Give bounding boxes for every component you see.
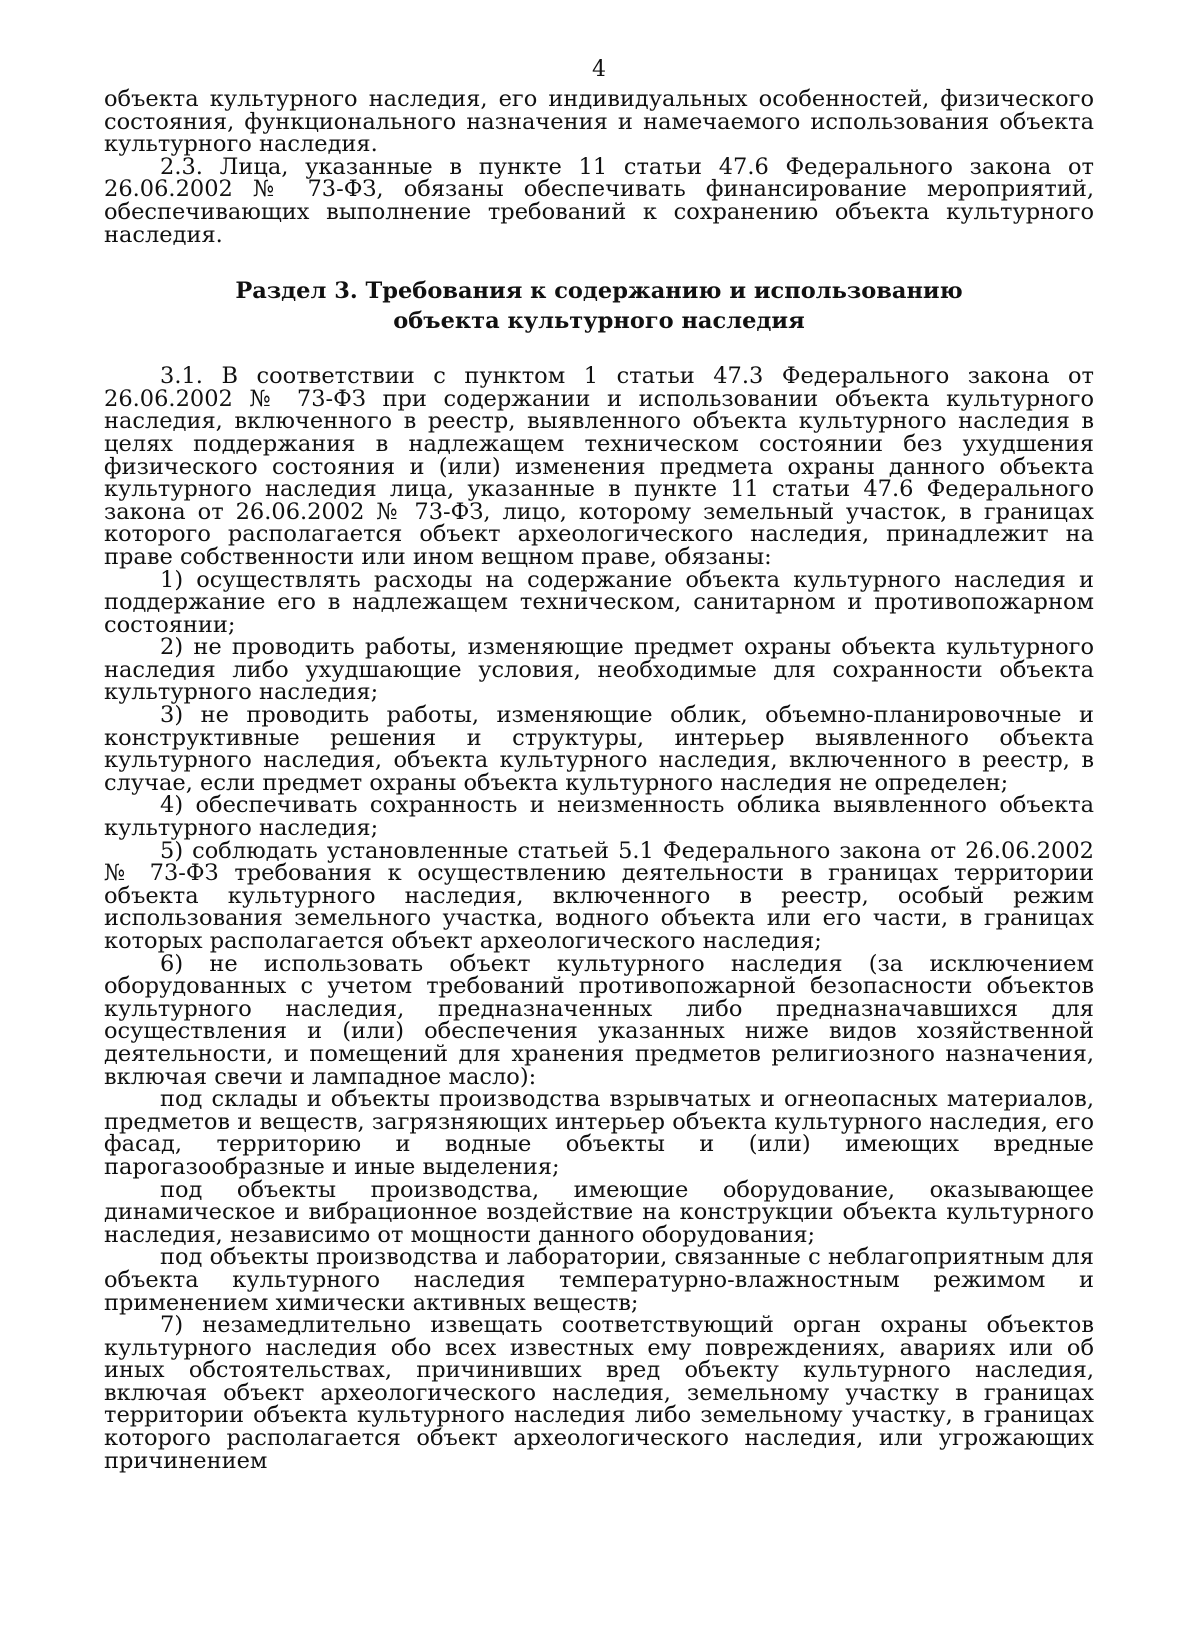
document-page	[104, 56, 1094, 1472]
intro-paragraphs	[104, 88, 1094, 246]
sub-list-item: под склады и объекты производства взрывчатых и огнеопасных материалов, предметов и веществ, загрязняющих интерьер объекта культурного наследия, его фасад, территорию и водные объекты и (или) имеющих вредные парогазообразные и иные выделения;	[104, 1086, 1094, 1180]
sub-list-item: под объекты производства и лаборатории, связанные с неблагоприятным для объекта культурного наследия температурно-влажностным режимом и применением химически активных веществ;	[104, 1244, 1094, 1316]
list-item: 6) не использовать объект культурного наследия (за исключением оборудованных с учетом требований противопожарной безопасности объектов культурного наследия, предназначенных либо предназначавшихся для осуществления и (или) обеспечения указанных ниже видов хозяйственной деятельности, и помещений для хранения предметов религиозного назначения, включая свечи и лампадное масло):	[104, 950, 1094, 1090]
sub-list-item: под объекты производства, имеющие оборудование, оказывающее динамическое и вибрационное воздействие на конструкции объекта культурного наследия, независимо от мощности данного оборудования;	[104, 1176, 1094, 1248]
page-number: 4	[592, 57, 606, 82]
list-item: 1) осуществлять расходы на содержание объекта культурного наследия и поддержание его в надлежащем техническом, санитарном и противопожарном состоянии;	[104, 566, 1094, 638]
list-item: 5) соблюдать установленные статьей 5.1 Федерального закона от 26.06.2002 № 73-ФЗ требования к осуществлению деятельности в границах территории объекта культурного наследия, включенного в реестр, особый режим использования земельного участка, водного объекта или его части, в границах которых располагается объект археологического наследия;	[104, 837, 1094, 954]
list-item: 2) не проводить работы, изменяющие предмет охраны объекта культурного наследия либо ухудшающие условия, необходимые для сохранности объекта культурного наследия;	[104, 634, 1094, 706]
paragraph: 3.1. В соответствии с пунктом 1 статьи 47.3 Федерального закона от 26.06.2002 № 73-ФЗ при содержании и использовании объекта культурного наследия, включенного в реестр, выявленного объекта культурного наследия в целях поддержания в надлежащем техническом состоянии без ухудшения физического состояния и (или) изменения предмета охраны данного объекта культурного наследия лица, указанные в пункте 11 статьи 47.6 Федерального закона от 26.06.2002 № 73-ФЗ, лицо, которому земельный участок, в границах которого располагается объект археологического наследия, принадлежит на праве собственности или ином вещном праве, обязаны:	[104, 363, 1094, 570]
section-title-line: объекта культурного наследия	[393, 308, 805, 335]
list-item: 4) обеспечивать сохранность и неизменность облика выявленного объекта культурного наследия;	[104, 792, 1094, 842]
list-item: 7) незамедлительно извещать соответствующий орган охраны объектов культурного наследия обо всех известных ему повреждениях, авариях или об иных обстоятельствах, причинивших вред объекту культурного наследия, включая объект археологического наследия, земельному участку в границах территории объекта культурного наследия либо земельному участку, в границах которого располагается объект археологического наследия, или угрожающих причинением	[104, 1312, 1094, 1474]
paragraph: 2.3. Лица, указанные в пункте 11 статьи 47.6 Федерального закона от 26.06.2002 № 73-ФЗ, обязаны обеспечивать финансирование мероприятий, обеспечивающих выполнение требований к сохранению объекта культурного наследия.	[104, 153, 1094, 248]
section-title-line: Раздел 3. Требования к содержанию и использованию	[235, 278, 963, 305]
section-body	[104, 365, 1094, 1472]
list-item: 3) не проводить работы, изменяющие облик, объемно-планировочные и конструктивные решения и структуры, интерьер выявленного объекта культурного наследия, объекта культурного наследия, включенного в реестр, в случае, если предмет охраны объекта культурного наследия не определен;	[104, 702, 1094, 796]
paragraph: объекта культурного наследия, его индивидуальных особенностей, физического состояния, функционального назначения и намечаемого использования объекта культурного наследия.	[104, 86, 1094, 158]
section-title	[104, 276, 1094, 336]
